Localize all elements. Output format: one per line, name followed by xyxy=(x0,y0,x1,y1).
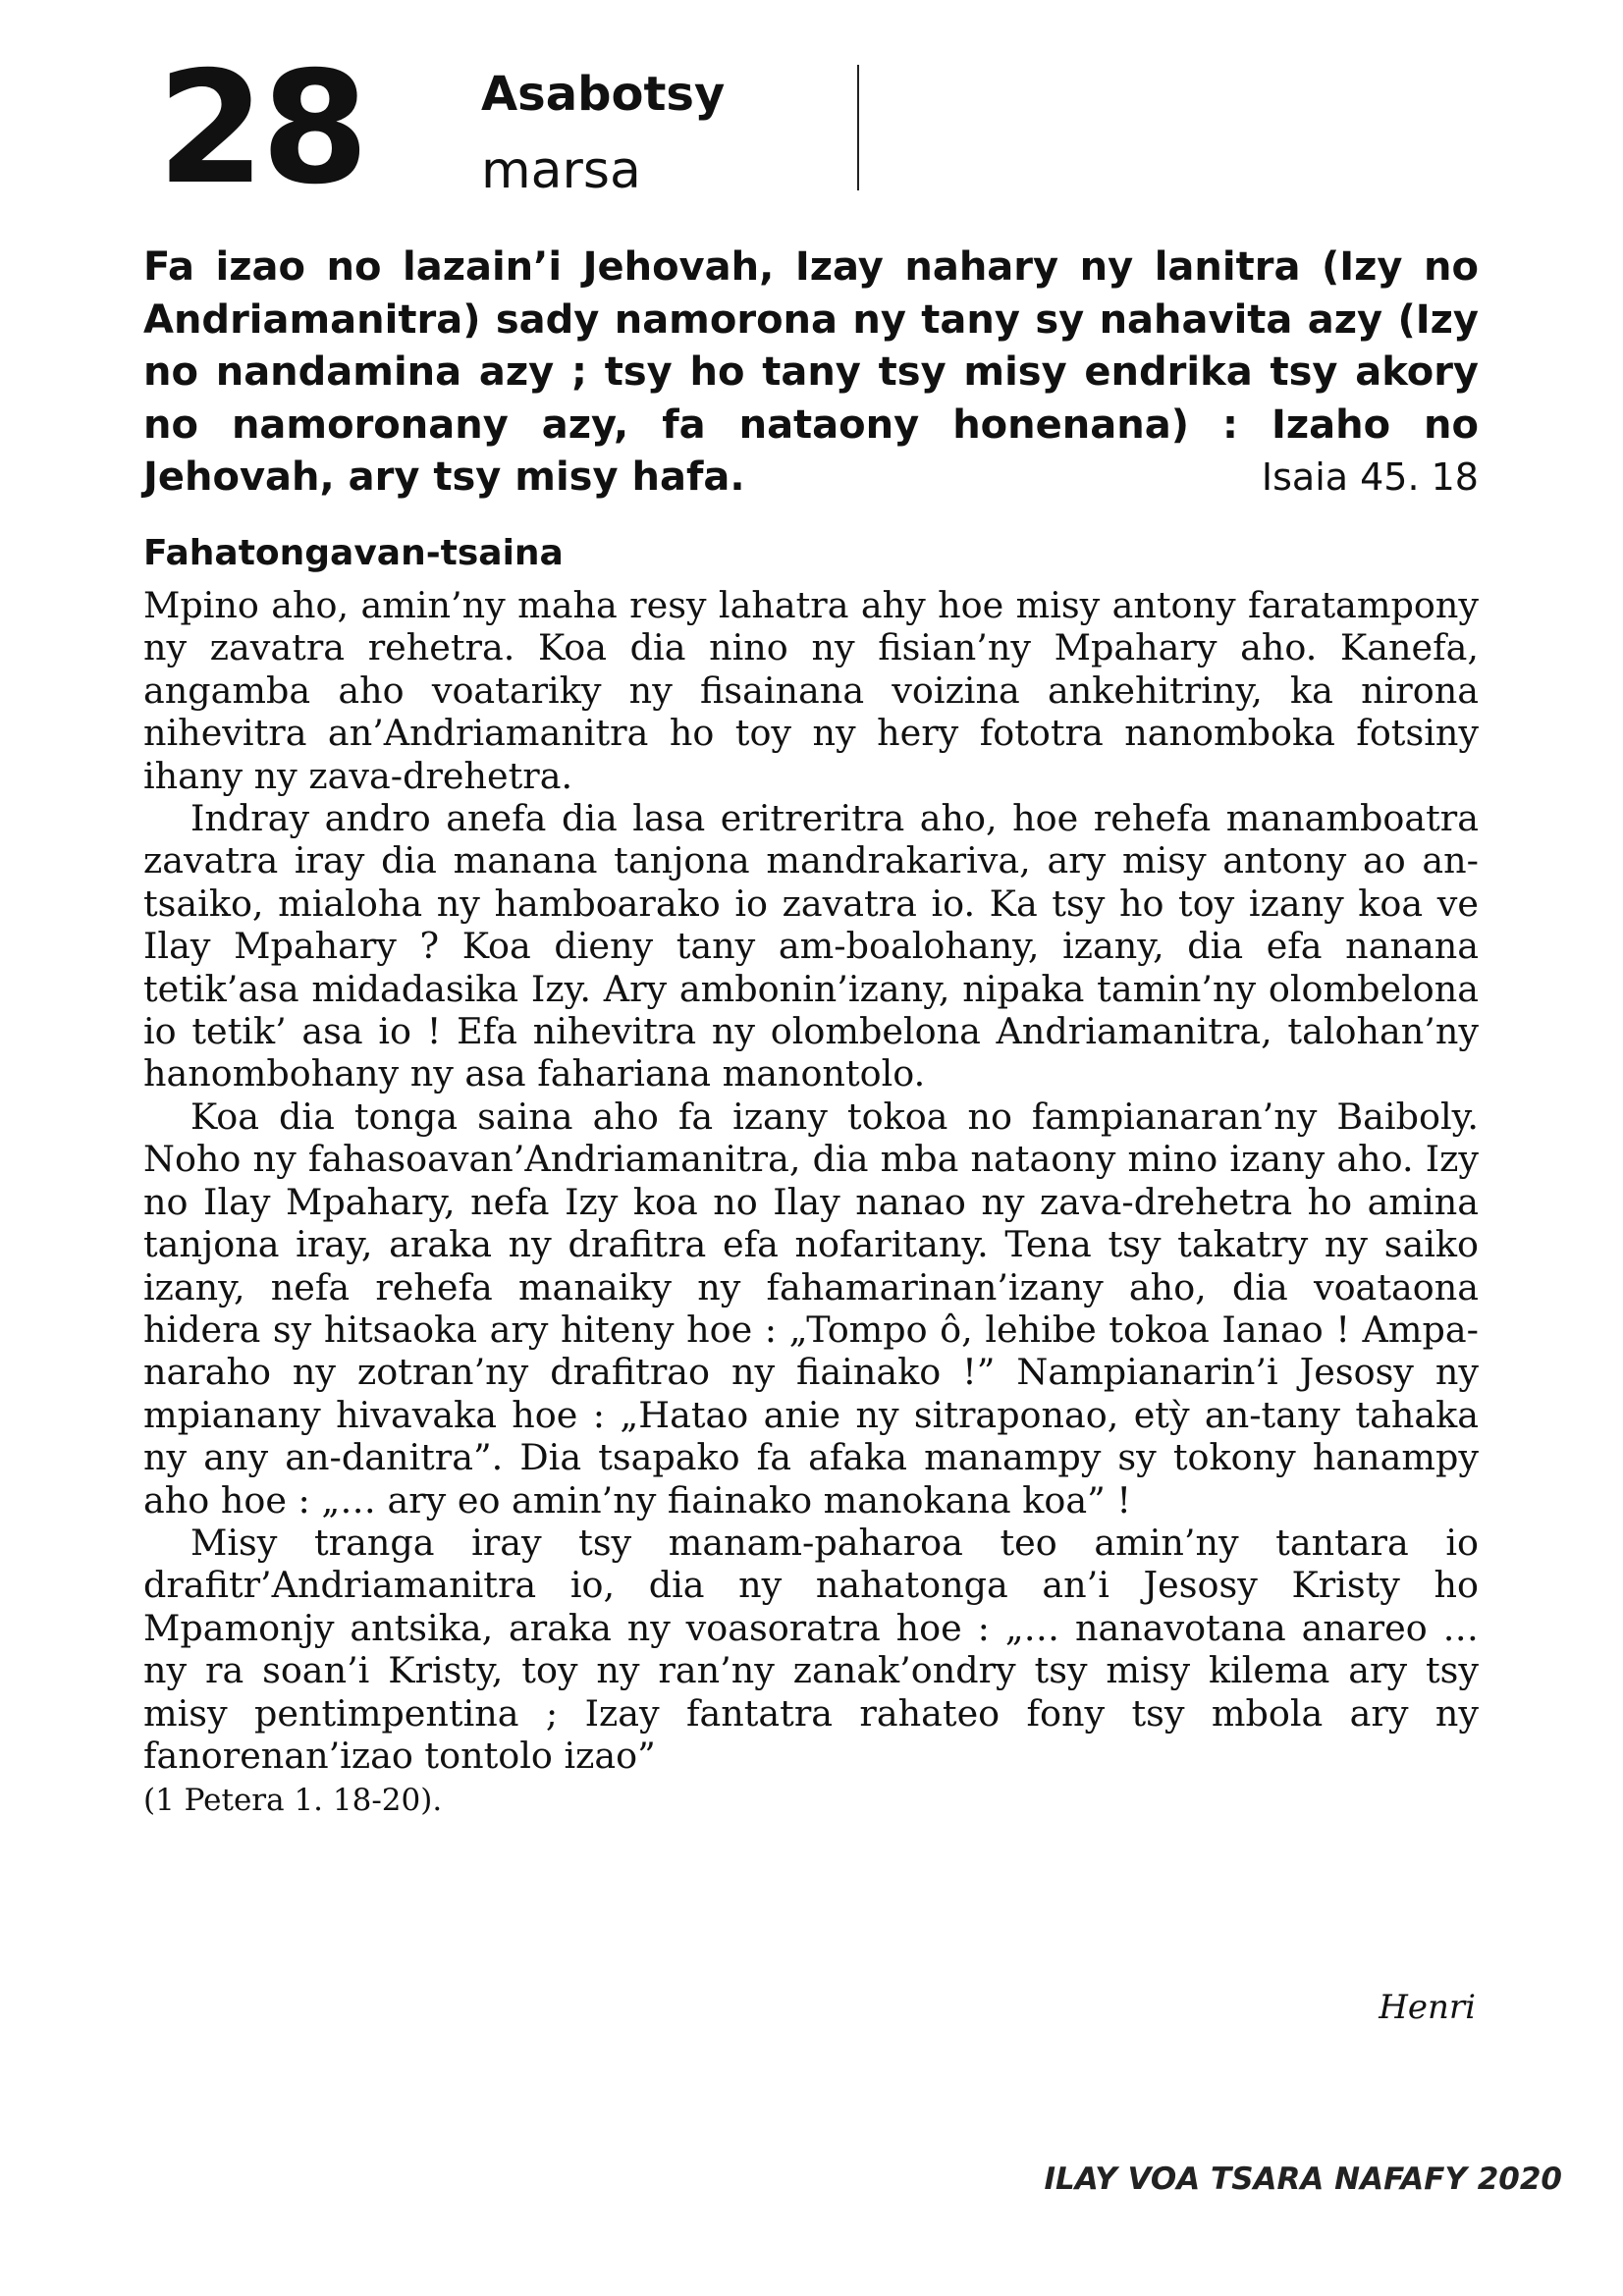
article-body xyxy=(143,584,1479,1823)
month: marsa xyxy=(481,141,641,200)
paragraph-2: Indray andro anefa dia lasa eritreritra aho, hoe rehefa manamboatra zavatra iray dia manana tanjona mandrakariva, ary misy antony ao an-tsaiko, mialoha ny hamboarako io zavatra io. Ka tsy ho toy izany koa ve Ilay Mpahary ? Koa dieny tany am-boalohany, izany, dia efa nanana tetik’asa midadasika Izy. Ary ambonin’izany, nipaka tamin’ny olombelona io tetik’ asa io ! Efa nihevitra ny olombelona Andriamanitra, talohan’ny hanombohany ny asa fahariana manontolo. xyxy=(143,797,1479,1095)
section-title: Fahatongavan-tsaina xyxy=(143,533,564,573)
bible-citation: (1 Petera 1. 18-20). xyxy=(143,1783,443,1819)
day-number: 28 xyxy=(157,38,365,219)
author-signature: Henri xyxy=(1379,1988,1476,2027)
verse-text: Fa izao no lazain’i Jehovah, Izay nahary ny lanitra (Izy no Andriamanitra) sady namorona ny tany sy nahavita azy (Izy no nandamina azy ; tsy ho tany tsy misy endrika tsy akory no namoronany azy, fa nataony honenana) : Izaho no Jehovah, ary tsy misy hafa. xyxy=(143,244,1479,500)
header-divider xyxy=(857,65,859,190)
verse-reference: Isaia 45. 18 xyxy=(1261,455,1479,499)
weekday: Asabotsy xyxy=(481,67,726,122)
paragraph-3: Koa dia tonga saina aho fa izany tokoa no fampianaran’ny Baiboly. Noho ny fahasoavan’Andriamanitra, dia mba nataony mino izany aho. Izy no Ilay Mpahary, nefa Izy koa no Ilay nanao ny zava-drehetra ho amina tanjona iray, araka ny drafitra efa nofaritany. Tena tsy takatry ny saiko izany, nefa rehefa manaiky ny fahamarinan’izany aho, dia voataona hidera sy hitsaoka ary hiteny hoe : „Tompo ô, lehibe tokoa Ianao ! Ampanaraho ny zotran’ny drafitrao ny fiainako !” Nampianarin’i Jesosy ny mpianany hivavaka hoe : „Hatao anie ny sitraponao, etỳ an-tany tahaka ny any an-danitra”. Dia tsapako fa afaka manampy sy tokony hanampy aho hoe : „… ary eo amin’ny fiainako manokana koa” ! xyxy=(143,1095,1479,1522)
paragraph-4 xyxy=(143,1522,1479,1823)
daily-verse xyxy=(143,241,1479,505)
footer-title: ILAY VOA TSARA NAFAFY 2020 xyxy=(1044,2162,1562,2197)
paragraph-1: Mpino aho, amin’ny maha resy lahatra ahy hoe misy antony faratampony ny zavatra rehetra. Koa dia nino ny fisian’ny Mpahary aho. Kanefa, angamba aho voatariky ny fisainana voizina ankehitriny, ka nirona nihevitra an’Andriamanitra ho toy ny hery fototra nanomboka fotsiny ihany ny zava-drehetra. xyxy=(143,584,1479,797)
paragraph-4-text: Misy tranga iray tsy manam-paharoa teo amin’ny tantara io drafitr’Andriamanitra io, dia ny nahatonga an’i Jesosy Kristy ho Mpamonjy antsika, araka ny voasoratra hoe : „… nanavotana anareo … ny ra soan’i Kristy, toy ny ran’ny zanak’ondry tsy misy kilema ary tsy misy pentimpentina ; Izay fantatra rahateo fony tsy mbola ary ny fanorenan’izao tontolo izao” xyxy=(143,1521,1479,1777)
